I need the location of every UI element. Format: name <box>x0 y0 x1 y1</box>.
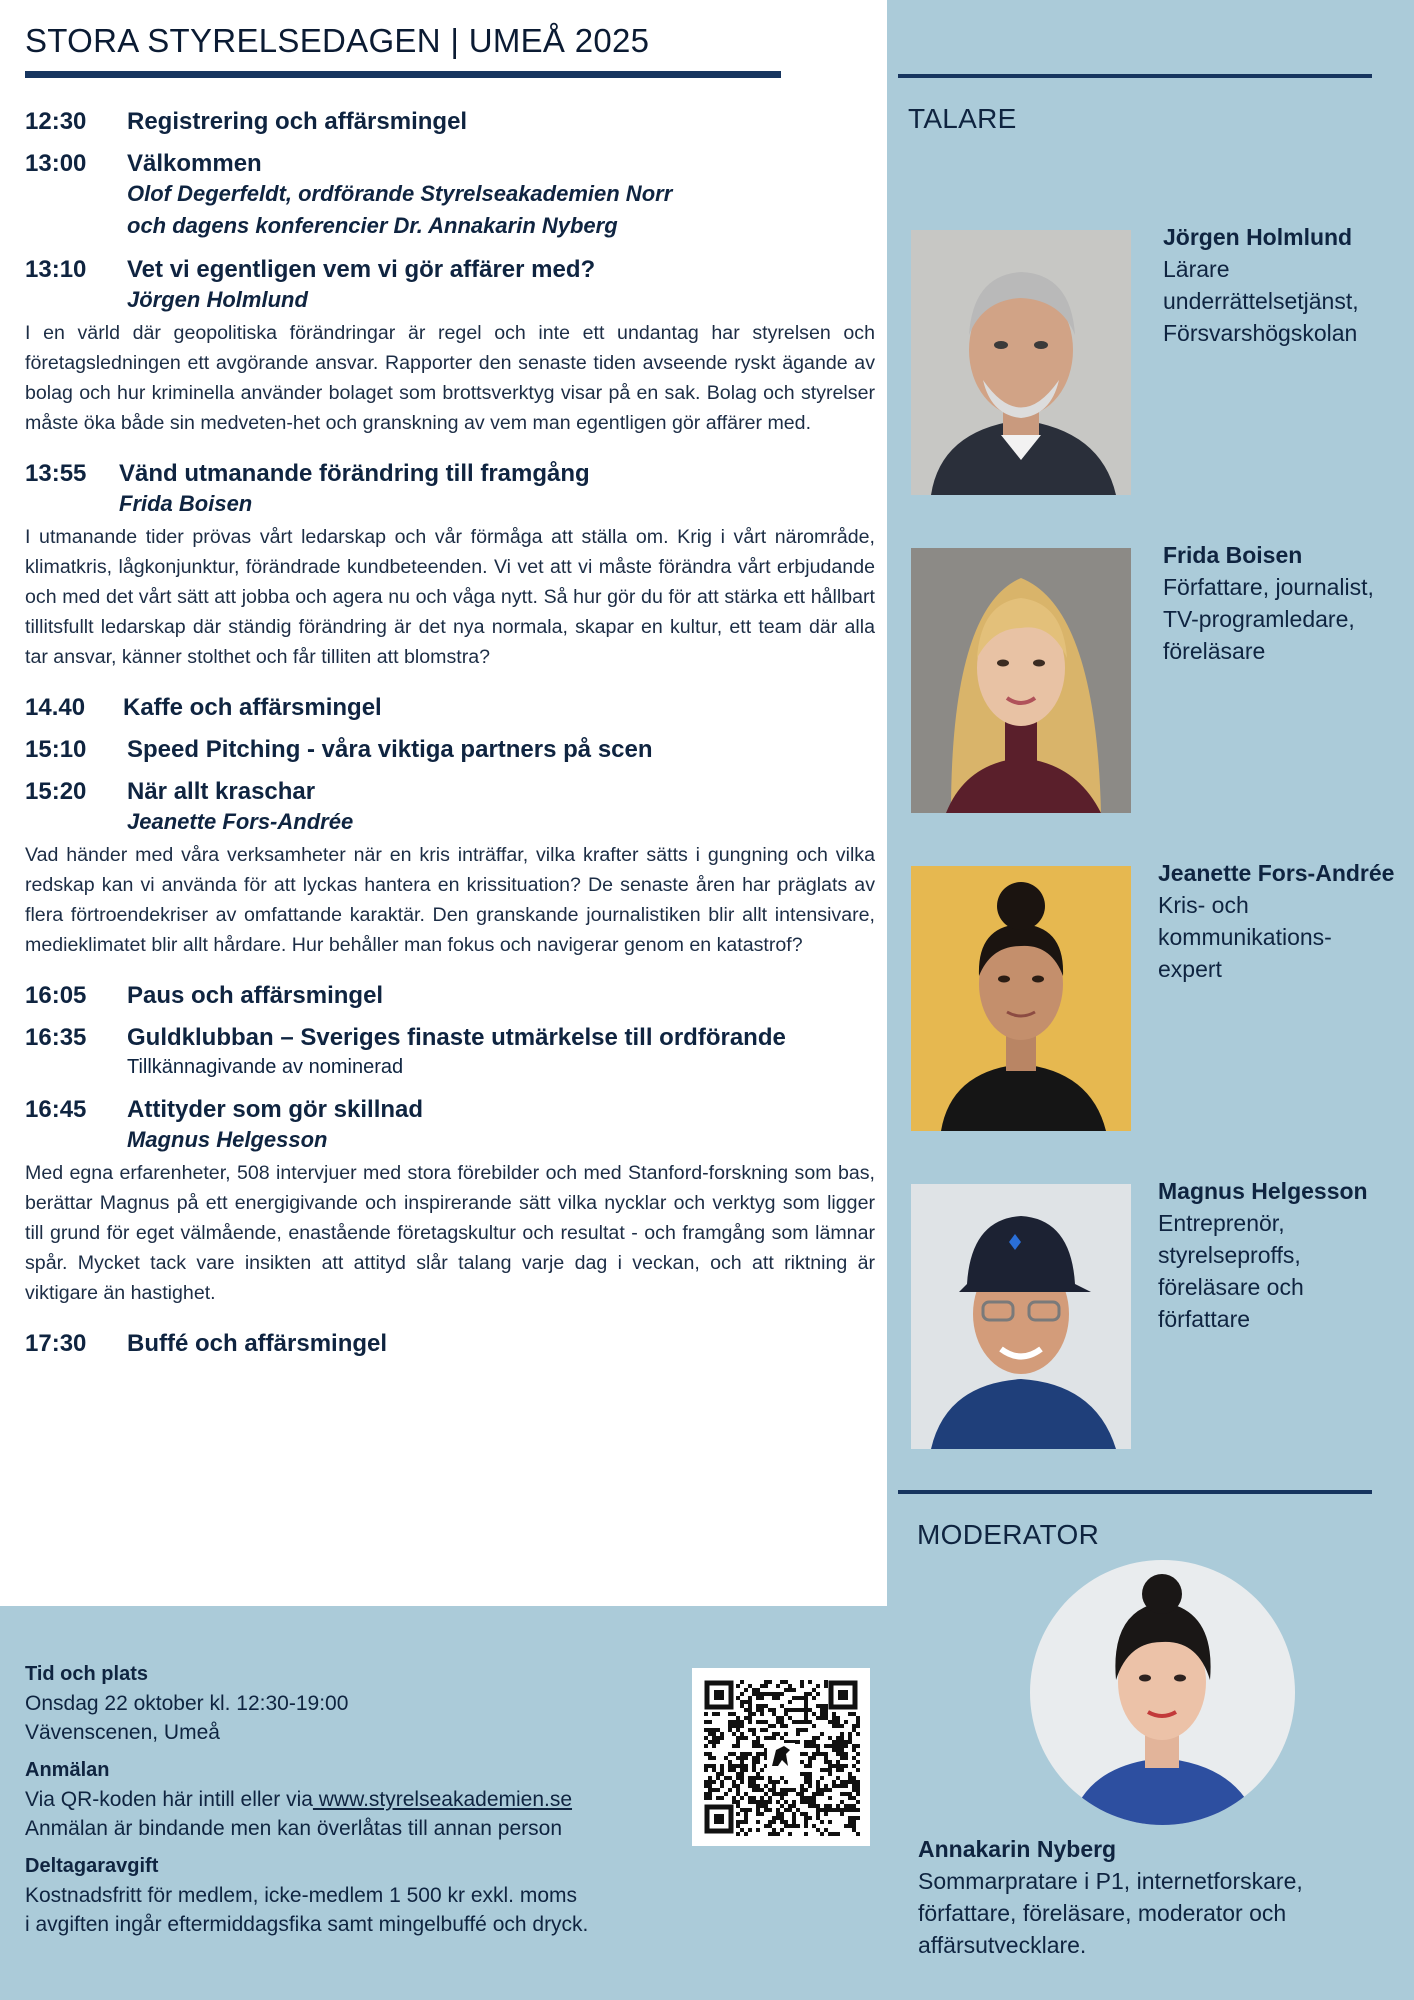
speaker-name: Magnus Helgesson <box>1158 1178 1368 1204</box>
agenda-speaker: Jeanette Fors-Andrée <box>127 809 354 834</box>
agenda-title: Buffé och affärsmingel <box>127 1330 388 1357</box>
fee-line: Kostnadsfritt för medlem, icke-medlem 1 500 kr exkl. moms <box>25 1884 578 1907</box>
moderator-heading: MODERATOR <box>917 1519 1100 1550</box>
fee-line: i avgiften ingår eftermiddagsfika samt mingelbuffé och dryck. <box>25 1913 589 1936</box>
moderator-role: författare, föreläsare, moderator och <box>918 1900 1287 1926</box>
speaker-role: Lärare <box>1163 256 1230 282</box>
speaker-photo <box>911 548 1131 813</box>
agenda-title: Vänd utmanande förändring till framgång <box>119 460 590 487</box>
agenda-title: Vet vi egentligen vem vi gör affärer med? <box>127 256 596 283</box>
portrait-man-cap-glasses-icon <box>911 1184 1131 1449</box>
speaker-card <box>1158 857 1398 985</box>
agenda-time: 13:10 <box>25 256 87 283</box>
moderator-card <box>918 1833 1388 1961</box>
agenda-speaker: Magnus Helgesson <box>127 1127 328 1152</box>
agenda-time: 13:55 <box>25 460 87 487</box>
agenda-time: 17:30 <box>25 1330 87 1357</box>
speaker-role: Entreprenör, <box>1158 1210 1285 1236</box>
agenda-title: Paus och affärsmingel <box>127 982 384 1009</box>
agenda-item <box>25 1024 875 1082</box>
moderator-name: Annakarin Nyberg <box>918 1836 1117 1862</box>
agenda-description: Vad händer med våra verksamheter när en kris inträffar, vilka krafter sätts i gungning och vilka redskap kan vi använda för att lyckas hantera en krissituation? De senaste åren har präglats av flera förtroendekriser av omfattande karaktär. Den granskande journalistiken blir allt intensivare, medieklimatet blir allt hårdare. Hur behåller man fokus och navigerar genom en katastrof? <box>25 844 875 956</box>
agenda-time: 16:35 <box>25 1024 87 1051</box>
agenda-title: Attityder som gör skillnad <box>127 1096 424 1123</box>
agenda-item <box>25 982 875 1010</box>
speaker-role: Författare, journalist, <box>1163 574 1374 600</box>
fee-block <box>25 1852 588 1939</box>
portrait-man-gray-hair-icon <box>911 230 1131 495</box>
agenda-speaker: Jörgen Holmlund <box>127 287 308 312</box>
agenda-time: 13:00 <box>25 150 87 177</box>
speaker-card <box>1163 539 1403 667</box>
speaker-role: TV-programledare, <box>1163 606 1355 632</box>
time-place-block <box>25 1660 348 1747</box>
registration-block <box>25 1756 572 1843</box>
portrait-woman-dark-hair-bun-icon <box>911 866 1131 1131</box>
agenda-item <box>25 1096 875 1308</box>
agenda-title: Speed Pitching - våra viktiga partners på scen <box>127 736 653 763</box>
agenda-title: Kaffe och affärsmingel <box>123 694 382 721</box>
agenda-item <box>25 256 875 438</box>
agenda-description: Med egna erfarenheter, 508 intervjuer med stora förebilder och med Stanford-forskning som bas, berättar Magnus på ett energigivande och inspirerande sätt vilka nycklar och verktyg som ligger till grund för eget välmående, enastående företagskultur och resultat - och framgång som lämnar spår. Mycket tack vare insikten att attityd slår talang varje dag i veckan, och att riktning är viktigare än hastighet. <box>25 1162 875 1304</box>
agenda-time: 16:45 <box>25 1096 87 1123</box>
moderator-role: Sommarpratare i P1, internetforskare, <box>918 1868 1303 1894</box>
agenda-list <box>25 108 875 1372</box>
agenda-time: 16:05 <box>25 982 87 1009</box>
agenda-time: 12:30 <box>25 108 87 135</box>
agenda-subtitle: Tillkännagivande av nominerad <box>127 1056 404 1078</box>
agenda-speaker: Olof Degerfeldt, ordförande Styrelseakademien Norr <box>127 181 673 206</box>
agenda-item <box>25 778 875 960</box>
speaker-card <box>1158 1175 1398 1335</box>
registration-text: Via QR-koden här intill eller via <box>25 1788 313 1811</box>
agenda-title: Välkommen <box>127 150 262 177</box>
registration-line <box>25 1785 572 1814</box>
portrait-woman-moderator-icon <box>1030 1560 1295 1825</box>
agenda-title: När allt kraschar <box>127 778 316 805</box>
agenda-title: Guldklubban – Sveriges finaste utmärkelse till ordförande <box>127 1024 786 1051</box>
qr-code[interactable] <box>692 1668 870 1846</box>
speakers-divider-top <box>898 74 1372 78</box>
agenda-item <box>25 694 875 722</box>
speaker-name: Jörgen Holmlund <box>1163 224 1353 250</box>
agenda-item <box>25 1330 875 1358</box>
portrait-woman-blonde-icon <box>911 548 1131 813</box>
agenda-speaker: Frida Boisen <box>119 491 253 516</box>
agenda-time: 14.40 <box>25 694 86 721</box>
speaker-photo <box>911 866 1131 1131</box>
page-title: STORA STYRELSEDAGEN | UMEÅ 2025 <box>25 22 650 59</box>
speaker-role: föreläsare <box>1163 638 1266 664</box>
agenda-item <box>25 460 875 672</box>
registration-line: Anmälan är bindande men kan överlåtas till annan person <box>25 1817 563 1840</box>
agenda-time: 15:10 <box>25 736 87 763</box>
speaker-role: Kris- och <box>1158 892 1249 918</box>
speaker-photo <box>911 1184 1131 1449</box>
agenda-description: I utmanande tider prövas vårt ledarskap och vår förmåga att ställa om. Krig i vårt närområde, klimatkris, lågkonjunktur, förändrade kundbeteenden. Vi vet att vi måste förändra vårt erbjudande och med det vårt sätt att jobba och agera nu och våga nytt. Så hur gör du för att stärka ett hållbart tillitsfullt ledarskap där ständig förändring är det nya normala, skapar en kultur, ett team där alla tar ansvar, känner stolthet och får tilliten att blomstra? <box>25 526 875 668</box>
title-underline <box>25 71 781 78</box>
speakers-heading: TALARE <box>908 103 1017 134</box>
time-place-line: Onsdag 22 oktober kl. 12:30-19:00 <box>25 1692 349 1715</box>
speaker-role: föreläsare och <box>1158 1274 1304 1300</box>
speaker-role: författare <box>1158 1306 1251 1332</box>
speaker-role: expert <box>1158 956 1222 982</box>
speaker-photo <box>911 230 1131 495</box>
time-place-heading: Tid och plats <box>25 1663 148 1685</box>
speaker-role: kommunikations- <box>1158 924 1332 950</box>
agenda-item <box>25 150 875 242</box>
speaker-name: Frida Boisen <box>1163 542 1303 568</box>
speaker-role: underrättelsetjänst, <box>1163 288 1359 314</box>
agenda-description: I en värld där geopolitiska förändringar är regel och inte ett undantag har styrelsen och företagsledningen ett avgörande ansvar. Rapporter den senaste tiden avseende ryskt ägande av bolag och hur kriminella använder bolaget som brottsverktyg visar på en sak. Bolag och styrelser måste öka både sin medveten-het och granskning av vem man egentligen gör affärer med. <box>25 322 875 434</box>
speaker-role: styrelseproffs, <box>1158 1242 1301 1268</box>
moderator-divider <box>898 1490 1372 1494</box>
speaker-card <box>1163 221 1403 349</box>
agenda-item <box>25 108 875 136</box>
agenda-title: Registrering och affärsmingel <box>127 108 468 135</box>
qr-code-icon <box>692 1668 870 1846</box>
moderator-role: affärsutvecklare. <box>918 1932 1087 1958</box>
fee-heading: Deltagaravgift <box>25 1855 159 1877</box>
time-place-line: Vävenscenen, Umeå <box>25 1721 220 1744</box>
agenda-time: 15:20 <box>25 778 87 805</box>
agenda-speaker: och dagens konferencier Dr. Annakarin Nyberg <box>127 213 618 238</box>
registration-heading: Anmälan <box>25 1759 110 1781</box>
speaker-role: Försvarshögskolan <box>1163 320 1358 346</box>
website-link[interactable]: www.styrelseakademien.se <box>312 1788 573 1811</box>
speaker-name: Jeanette Fors-Andrée <box>1158 860 1395 886</box>
agenda-item <box>25 736 875 764</box>
moderator-photo <box>1030 1560 1295 1825</box>
